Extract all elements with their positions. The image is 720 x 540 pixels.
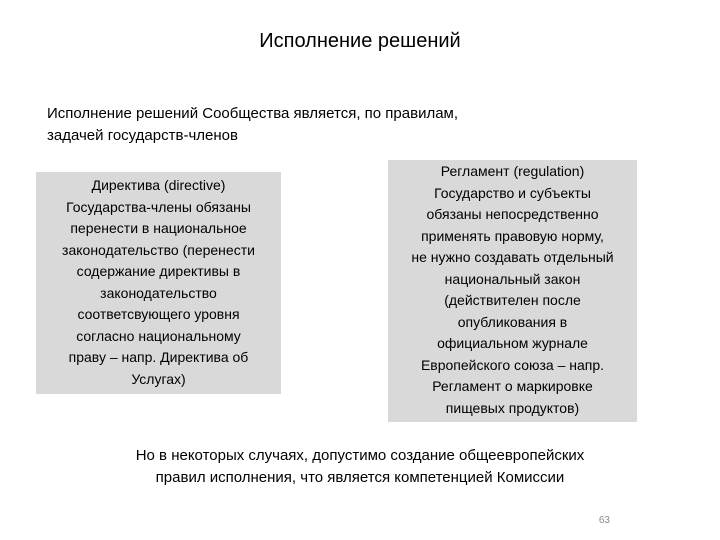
footer-line: Но в некоторых случаях, допустимо создание общеевропейских [135,447,585,464]
slide-title: Исполнение решений [259,30,461,52]
regulation-line: Европейского союза – напр. [420,356,605,373]
directive-line: содержание директивы в [76,263,241,279]
regulation-line: (действителен после [444,292,581,308]
directive-line: соответсвующего уровня [77,306,240,322]
regulation-line: опубликования в [457,313,568,330]
footer-line: правил исполнения, что является компетенцией Комиссии [155,469,565,486]
directive-line: перенести в национальное [70,220,247,236]
regulation-line: национальный закон [444,270,581,287]
regulation-heading: Регламент (regulation) [440,163,585,179]
directive-line: законодательство (перенести [62,241,255,258]
intro-line: Исполнение решений Сообщества является, по правилам, [47,105,459,122]
regulation-line: пищевых продуктов) [445,399,580,416]
directive-heading: Директива (directive) [91,177,226,193]
regulation-line: применять правовую норму, [421,227,604,244]
footer-note [80,445,640,489]
intro-text [47,103,547,147]
directive-line: Государства-члены обязаны [66,198,251,215]
regulation-line: Государство и субъекты [434,184,591,201]
regulation-line: обязаны непосредственно [426,206,599,222]
directive-line: согласно национальному [76,327,241,344]
directive-line: законодательство [100,284,217,301]
regulation-box [388,160,637,422]
page-number: 63 [598,515,610,526]
regulation-line: Регламент о маркировке [432,378,593,394]
directive-line: Услугах) [131,370,186,387]
intro-line: задачей государств-членов [47,127,238,144]
directive-box [36,172,281,394]
directive-line: праву – напр. Директива об [68,349,249,365]
regulation-line: не нужно создавать отдельный [411,249,614,265]
regulation-line: официальном журнале [437,335,588,351]
